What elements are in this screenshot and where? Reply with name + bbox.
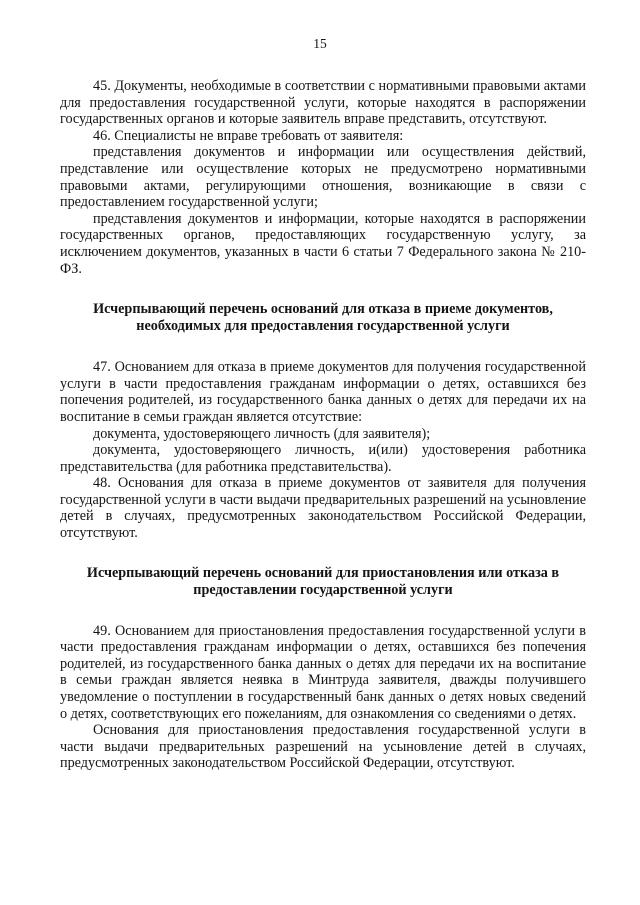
paragraph-45: 45. Документы, необходимые в соответствии с нормативными правовыми актами для предоставления государственной услуги, которые находятся в распоряжении государственных органов и которые заявитель вправе представить, отсутствуют.: [60, 78, 586, 128]
paragraph-49-continuation: Основания для приостановления предоставления государственной услуги в части выдачи предварительных разрешений на усыновление детей в случаях, предусмотренных законодательством Российской Федерации, отсутствуют.: [60, 722, 586, 772]
section-heading-refusal-documents: Исчерпывающий перечень оснований для отказа в приеме документов, необходимых для предоставления государственной услуги: [93, 301, 553, 335]
paragraph-47: 47. Основанием для отказа в приеме документов для получения государственной услуги в части предоставления гражданам информации о детях, оставшихся без попечения родителей, из государственного банка данных о детях для передачи их на воспитание в семьи граждан является отсутствие:: [60, 359, 586, 425]
paragraph-49: 49. Основанием для приостановления предоставления государственной услуги в части предоставления гражданам информации о детях, оставшихся без попечения родителей, из государственного банка данных о детях для передачи их на воспитание в семьи граждан является неявка в Минтруда заявителя, дважды получившего уведомление о поступлении в государственный банк данных о детях новых сведений о детях, соответствующих его пожеланиям, для ознакомления со сведениями о детях.: [60, 622, 586, 722]
page-number: 15: [313, 36, 327, 51]
paragraph-47-item-1: документа, удостоверяющего личность (для заявителя);: [93, 425, 431, 442]
paragraph-47-item-2: документа, удостоверяющего личность, и(или) удостоверения работника представительства (для работника представительства).: [60, 442, 586, 475]
paragraph-46: 46. Специалисты не вправе требовать от заявителя:: [93, 127, 404, 144]
paragraph-48: 48. Основания для отказа в приеме документов от заявителя для получения государственной услуги в части выдачи предварительных разрешений на усыновление детей в случаях, предусмотренных законодательством Российской Федерации, отсутствуют.: [60, 475, 586, 542]
paragraph-46-item-2: представления документов и информации, которые находятся в распоряжении государственных органов, предоставляющих государственную услугу, за исключением документов, указанных в части 6 статьи 7 Федерального закона № 210-ФЗ.: [60, 210, 586, 277]
document-body: [60, 78, 586, 772]
section-heading-suspension: Исчерпывающий перечень оснований для приостановления или отказа в предоставлении государственной услуги: [86, 564, 560, 598]
paragraph-46-item-1: представления документов и информации или осуществления действий, представление или осуществление которых не предусмотрено нормативными правовыми актами, регулирующими отношения, возникающие в связи с предоставлением государственной услуги;: [60, 144, 586, 211]
